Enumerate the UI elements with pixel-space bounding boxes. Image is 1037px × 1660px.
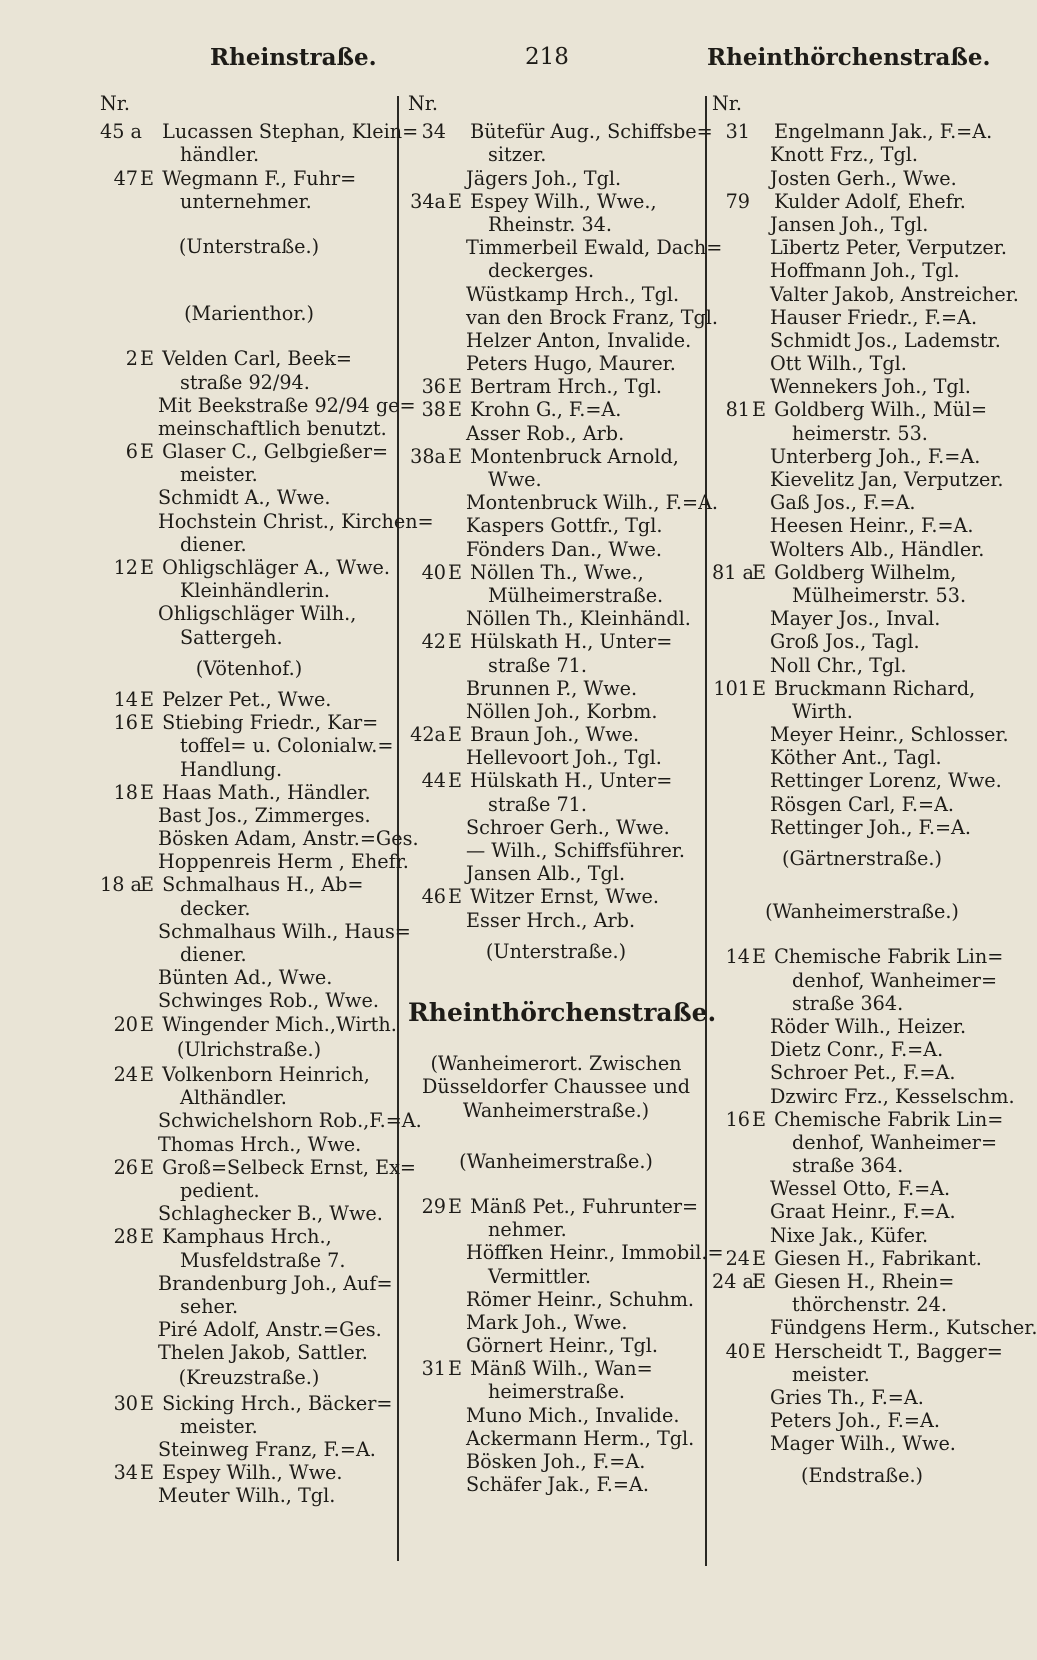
resident-entry: Schäfer Jak., F.=A. — [466, 1473, 649, 1497]
owner-mark: E — [751, 676, 766, 700]
resident-entry: Mayer Jos., Inval. — [770, 607, 941, 631]
owner-mark: E — [139, 780, 154, 804]
house-number: 36 — [421, 375, 446, 399]
entry-text: Goldberg Wilhelm, — [774, 560, 957, 584]
cross-street-label: (Gärtnerstraße.) — [782, 847, 942, 870]
house-number: 18 — [113, 780, 138, 804]
entry-text: Bütefür Aug., Schiffsbe= — [470, 120, 713, 144]
cross-street-label: (Vötenhof.) — [195, 656, 303, 680]
resident-entry: Höffken Heinr., Immobil.= — [466, 1241, 724, 1265]
directory-entry — [100, 556, 398, 579]
directory-entry — [408, 190, 704, 213]
resident-entry: Wessel Otto, F.=A. — [770, 1177, 951, 1201]
entry-continuation: straße 364. — [792, 991, 904, 1015]
entry-text: Hülskath H., Unter= — [470, 769, 673, 793]
directory-entry — [712, 1270, 1012, 1293]
owner-mark: E — [751, 1270, 766, 1294]
resident-entry: Bast Jos., Zimmerges. — [158, 803, 371, 827]
directory-entry — [100, 120, 419, 144]
resident-entry: van den Brock Franz, Tgl. — [466, 305, 719, 329]
entry-text: Stiebing Friedr., Kar= — [162, 711, 379, 735]
entry-text: Krohn G., F.=A. — [470, 398, 622, 422]
description-line: (Wanheimerort. Zwischen — [430, 1052, 682, 1076]
house-number: 47 — [113, 166, 138, 190]
resident-entry: Köther Ant., Tagl. — [770, 746, 942, 770]
owner-mark: E — [447, 630, 462, 654]
house-number: 31 — [725, 120, 750, 144]
house-number: 6 — [125, 440, 138, 464]
entry-continuation: seher. — [180, 1294, 239, 1318]
house-number: 81 — [725, 398, 750, 422]
directory-entry — [408, 375, 704, 398]
entry-continuation: nehmer. — [488, 1218, 567, 1242]
resident-entry: Bünten Ad., Wwe. — [158, 966, 333, 990]
directory-entry — [712, 561, 1012, 584]
resident-entry: Thelen Jakob, Sattler. — [158, 1341, 368, 1365]
house-number: 28 — [113, 1225, 138, 1249]
directory-entry — [712, 398, 1012, 421]
directory-entry — [712, 190, 1012, 213]
resident-entry: Ott Wilh., Tgl. — [770, 352, 907, 376]
directory-entry — [712, 120, 1012, 143]
house-number: 24 a — [712, 1270, 754, 1294]
house-number: 34 — [113, 1461, 138, 1485]
house-number: 45 a — [100, 120, 142, 144]
entry-continuation: thörchenstr. 24. — [792, 1293, 947, 1317]
house-number: 26 — [113, 1155, 138, 1179]
house-number: 24 — [725, 1246, 750, 1270]
resident-entry: Graat Heinr., F.=A. — [770, 1200, 956, 1224]
house-number: 40 — [725, 1339, 750, 1363]
directory-entry — [100, 1063, 398, 1086]
entry-continuation: Handlung. — [180, 757, 283, 781]
owner-mark: E — [139, 711, 154, 735]
entry-text: Glaser C., Gelbgießer= — [162, 440, 389, 464]
owner-mark: E — [447, 1194, 462, 1218]
resident-entry: Timmerbeil Ewald, Dach= — [466, 236, 723, 260]
owner-mark: E — [139, 166, 154, 190]
house-number: 16 — [113, 711, 138, 735]
owner-mark: E — [447, 769, 462, 793]
house-number: 16 — [725, 1107, 750, 1131]
house-number: 40 — [421, 560, 446, 584]
entry-text: Schmalhaus H., Ab= — [162, 873, 364, 897]
resident-entry: Hauser Friedr., F.=A. — [770, 305, 978, 329]
entry-text: Sicking Hrch., Bäcker= — [162, 1391, 393, 1415]
resident-entry: Görnert Heinr., Tgl. — [466, 1334, 659, 1358]
owner-mark: E — [447, 1357, 462, 1381]
directory-entry — [100, 1461, 398, 1484]
entry-continuation: straße 92/94. — [180, 370, 310, 394]
entry-continuation: toffel= u. Colonialw.= — [180, 734, 394, 758]
column-heading: Nr. — [100, 92, 130, 115]
house-number: 79 — [725, 189, 750, 213]
cross-street-label: (Endstraße.) — [800, 1463, 924, 1487]
entry-continuation: Althändler. — [180, 1086, 287, 1110]
entry-text: Kulder Adolf, Ehefr. — [774, 189, 966, 213]
entry-continuation: sitzer. — [488, 143, 547, 167]
owner-mark: E — [751, 560, 766, 584]
resident-entry: Wolters Alb., Händler. — [770, 537, 985, 561]
resident-entry: Brandenburg Joh., Auf= — [158, 1271, 393, 1295]
directory-entry — [408, 769, 704, 792]
resident-entry: Thomas Hrch., Wwe. — [158, 1132, 362, 1156]
entry-continuation: meister. — [792, 1362, 870, 1386]
street-title: Rheinthörchenstraße. — [408, 997, 717, 1027]
directory-entry — [408, 723, 704, 746]
cross-street-label: (Wanheimerstraße.) — [459, 1149, 653, 1173]
resident-entry: Helzer Anton, Invalide. — [466, 328, 692, 352]
resident-entry: Esser Hrch., Arb. — [466, 908, 636, 932]
owner-mark: E — [139, 1391, 154, 1415]
house-number: 38a — [410, 444, 446, 468]
entry-continuation: händler. — [180, 143, 260, 167]
owner-mark: E — [447, 398, 462, 422]
house-number: 46 — [421, 885, 446, 909]
description-line: Düsseldorfer Chaussee und — [422, 1075, 690, 1099]
resident-entry: Mark Joh., Wwe. — [466, 1310, 628, 1334]
resident-entry: Hochstein Christ., Kirchen= — [158, 509, 434, 533]
directory-entry — [408, 1195, 704, 1218]
resident-entry: Dzwirc Frz., Kesselschm. — [770, 1084, 1015, 1108]
house-number: 42a — [410, 723, 446, 747]
directory-entry — [712, 945, 1012, 968]
owner-mark: E — [751, 1107, 766, 1131]
resident-entry: Schwinges Rob., Wwe. — [158, 989, 379, 1013]
resident-entry: Hoffmann Joh., Tgl. — [770, 259, 960, 283]
house-number: 101 — [713, 676, 750, 700]
resident-entry: — Wilh., Schiffsführer. — [466, 839, 685, 862]
resident-entry: Schwichelshorn Rob.,F.=A. — [158, 1109, 422, 1133]
resident-entry: Nöllen Th., Kleinhändl. — [466, 607, 691, 631]
directory-entry — [100, 347, 398, 370]
resident-entry: Wüstkamp Hrch., Tgl. — [466, 282, 680, 306]
house-number: 12 — [113, 556, 138, 580]
entry-continuation: Mülheimerstr. 53. — [792, 583, 967, 607]
resident-entry: Nöllen Joh., Korbm. — [466, 699, 658, 723]
owner-mark: E — [447, 885, 462, 909]
owner-mark: E — [447, 723, 462, 747]
house-number: 34 — [421, 120, 446, 144]
cross-street-label: (Wanheimerstraße.) — [765, 900, 959, 924]
directory-entry — [100, 873, 398, 896]
entry-text: Chemische Fabrik Lin= — [774, 1107, 1004, 1131]
entry-text: Bruckmann Richard, — [774, 676, 976, 700]
resident-entry: Valter Jakob, Anstreicher. — [770, 282, 1019, 306]
directory-entry — [408, 630, 704, 653]
resident-entry: Wennekers Joh., Tgl. — [770, 375, 971, 399]
resident-entry: Muno Mich., Invalide. — [466, 1403, 680, 1427]
resident-entry: Heesen Heinr., F.=A. — [770, 514, 974, 538]
resident-entry: Hellevoort Joh., Tgl. — [466, 746, 662, 770]
house-number: 14 — [113, 687, 138, 711]
resident-entry: Dietz Conr., F.=A. — [770, 1038, 944, 1062]
owner-mark: E — [447, 444, 462, 468]
owner-mark: E — [751, 1339, 766, 1363]
resident-entry: Peters Hugo, Maurer. — [466, 352, 676, 376]
entry-text: Velden Carl, Beek= — [162, 347, 352, 371]
resident-entry: Josten Gerh., Wwe. — [770, 166, 957, 190]
running-head-right: Rheinthörchenstraße. — [707, 44, 991, 71]
entry-text: Montenbruck Arnold, — [470, 444, 679, 468]
resident-entry: Schlaghecker B., Wwe. — [158, 1202, 383, 1226]
entry-text: Chemische Fabrik Lin= — [774, 945, 1004, 969]
cross-street-label: (Unterstraße.) — [178, 234, 320, 258]
resident-entry: Jansen Alb., Tgl. — [466, 862, 626, 886]
entry-text: Groß=Selbeck Ernst, Ex= — [162, 1155, 416, 1179]
resident-entry: Unterberg Joh., F.=A. — [770, 444, 981, 468]
entry-text: Kamphaus Hrch., — [162, 1225, 332, 1249]
owner-mark: E — [139, 687, 154, 711]
entry-text: Engelmann Jak., F.=A. — [774, 120, 993, 144]
entry-text: Mänß Pet., Fuhrunter= — [470, 1194, 699, 1218]
owner-mark: E — [751, 1246, 766, 1270]
entry-continuation: straße 71. — [488, 792, 587, 816]
directory-entry — [408, 120, 713, 144]
entry-continuation: decker. — [180, 896, 251, 920]
entry-text: Herscheidt T., Bagger= — [774, 1339, 1003, 1363]
note-line: Mit Beekstraße 92/94 ge= — [158, 393, 416, 417]
running-head-left: Rheinstraße. — [210, 44, 377, 71]
house-number: 44 — [421, 769, 446, 793]
resident-entry: Piré Adolf, Anstr.=Ges. — [158, 1318, 382, 1342]
resident-entry: Mager Wilh., Wwe. — [770, 1432, 956, 1456]
resident-entry: Römer Heinr., Schuhm. — [466, 1287, 695, 1311]
owner-mark: E — [139, 1225, 154, 1249]
owner-mark: E — [447, 560, 462, 584]
directory-entry — [100, 688, 398, 711]
house-number: 81 a — [712, 560, 754, 584]
resident-entry: Schmidt Jos., Lademstr. — [770, 328, 1001, 352]
column-heading: Nr. — [408, 92, 438, 115]
directory-entry — [100, 711, 398, 734]
house-number: 30 — [113, 1391, 138, 1415]
column-3 — [712, 92, 1037, 1495]
entry-text: Hülskath H., Unter= — [470, 630, 673, 654]
directory-entry — [712, 1340, 1012, 1363]
entry-continuation: Mülheimerstraße. — [488, 583, 664, 607]
resident-entry: Gaß Jos., F.=A. — [770, 491, 916, 515]
entry-continuation: diener. — [180, 943, 247, 967]
cross-street-label: (Kreuzstraße.) — [178, 1366, 320, 1390]
resident-entry: Ackermann Herm., Tgl. — [466, 1426, 695, 1450]
resident-entry: Rettinger Joh., F.=A. — [770, 815, 971, 839]
resident-entry: Brunnen P., Wwe. — [466, 676, 638, 700]
resident-entry: Nixe Jak., Küfer. — [770, 1223, 929, 1247]
resident-entry: Jägers Joh., Tgl. — [466, 166, 622, 190]
house-number: 18 a — [100, 873, 142, 897]
directory-entry — [100, 1392, 398, 1415]
street-description — [408, 1046, 704, 1128]
entry-text: Mänß Wilh., Wan= — [470, 1357, 653, 1381]
house-number: 34a — [410, 189, 446, 213]
resident-entry: Rettinger Lorenz, Wwe. — [770, 769, 1002, 793]
entry-continuation: Rheinstr. 34. — [488, 212, 612, 236]
entry-continuation: straße 71. — [488, 653, 587, 677]
resident-entry: Jansen Joh., Tgl. — [770, 212, 929, 236]
directory-entry — [408, 561, 704, 584]
directory-entry — [408, 885, 704, 908]
resident-entry: Röder Wilh., Heizer. — [770, 1014, 967, 1038]
entry-continuation: denhof, Wanheimer= — [792, 1130, 998, 1154]
resident-entry: Bösken Adam, Anstr.=Ges. — [158, 827, 419, 851]
resident-entry: Kaspers Gottfr., Tgl. — [466, 514, 663, 538]
resident-entry: Peters Joh., F.=A. — [770, 1409, 940, 1433]
directory-entry — [408, 398, 704, 421]
entry-continuation: meister. — [180, 1414, 258, 1438]
resident-entry: Ohligschläger Wilh., — [158, 602, 357, 626]
resident-entry: Schmidt A., Wwe. — [158, 486, 331, 510]
resident-entry: Meyer Heinr., Schlosser. — [770, 723, 1009, 747]
entry-continuation: Vermittler. — [488, 1264, 592, 1288]
directory-entry — [100, 781, 398, 804]
owner-mark: E — [447, 189, 462, 213]
entry-continuation: Musfeldstraße 7. — [180, 1248, 346, 1272]
owner-mark: E — [139, 440, 154, 464]
resident-entry: Asser Rob., Arb. — [466, 421, 625, 445]
owner-mark: E — [139, 873, 154, 897]
house-number: 42 — [421, 630, 446, 654]
entry-text: Pelzer Pet., Wwe. — [162, 687, 332, 711]
house-number: 24 — [113, 1063, 138, 1086]
resident-entry: Noll Chr., Tgl. — [770, 653, 907, 677]
owner-mark: E — [751, 945, 766, 969]
cross-street-label: (Unterstraße.) — [485, 939, 627, 963]
resident-entry: Lībertz Peter, Verputzer. — [770, 236, 1007, 260]
owner-mark: E — [447, 375, 462, 399]
entry-text: Espey Wilh., Wwe. — [162, 1461, 343, 1485]
entry-text: Haas Math., Händler. — [162, 780, 371, 804]
house-number: 31 — [421, 1357, 446, 1381]
entry-continuation: unternehmer. — [180, 189, 312, 213]
house-number: 29 — [421, 1194, 446, 1218]
resident-entry: Fündgens Herm., Kutscher. — [770, 1316, 1037, 1340]
owner-mark: E — [751, 398, 766, 422]
entry-continuation: diener. — [180, 532, 247, 556]
house-number: 14 — [725, 945, 750, 969]
resident-entry: Schroer Pet., F.=A. — [770, 1061, 956, 1085]
note-line: meinschaftlich benutzt. — [158, 416, 387, 440]
directory-entry — [100, 440, 398, 463]
entry-continuation: denhof, Wanheimer= — [792, 968, 998, 992]
cross-street-label: (Ulrichstraße.) — [176, 1037, 322, 1061]
entry-continuation: straße 364. — [792, 1154, 904, 1178]
owner-mark: E — [139, 1461, 154, 1485]
entry-text: Giesen H., Fabrikant. — [774, 1246, 982, 1270]
resident-entry: Rösgen Carl, F.=A. — [770, 792, 955, 816]
entry-text: Wegmann F., Fuhr= — [162, 166, 357, 190]
entry-continuation: Sattergeh. — [180, 625, 283, 649]
resident-entry: Kievelitz Jan, Verputzer. — [770, 468, 1004, 491]
entry-text: Lucassen Stephan, Klein= — [162, 120, 419, 144]
entry-continuation: deckerges. — [488, 259, 595, 283]
house-number: 2 — [125, 347, 138, 371]
resident-entry: Bösken Joh., F.=A. — [466, 1450, 646, 1474]
directory-entry — [712, 1108, 1012, 1131]
entry-text: Witzer Ernst, Wwe. — [470, 885, 659, 909]
cross-street-label: (Marienthor.) — [184, 302, 314, 326]
directory-entry — [100, 167, 398, 190]
owner-mark: E — [139, 1155, 154, 1179]
directory-entry — [100, 1013, 398, 1036]
directory-entry — [408, 445, 704, 468]
entry-text: Giesen H., Rhein= — [774, 1270, 955, 1294]
entry-continuation: heimerstraße. — [488, 1380, 626, 1404]
entry-text: Volkenborn Heinrich, — [162, 1063, 370, 1086]
resident-entry: Groß Jos., Tagl. — [770, 630, 920, 654]
entry-text: Bertram Hrch., Tgl. — [470, 375, 662, 399]
entry-continuation: pedient. — [180, 1178, 260, 1202]
house-number: 20 — [113, 1012, 138, 1036]
entry-text: Ohligschläger A., Wwe. — [162, 556, 390, 580]
entry-text: Goldberg Wilh., Mül= — [774, 398, 988, 422]
entry-continuation: heimerstr. 53. — [792, 421, 928, 445]
resident-entry: Hoppenreis Herm , Ehefr. — [158, 850, 409, 874]
directory-entry — [712, 677, 1012, 700]
column-heading: Nr. — [712, 92, 742, 115]
entry-text: Braun Joh., Wwe. — [470, 723, 640, 747]
entry-continuation: Kleinhändlerin. — [180, 579, 331, 603]
entry-continuation: Wirth. — [792, 699, 853, 723]
page-number: 218 — [525, 44, 569, 70]
resident-entry: Montenbruck Wilh., F.=A. — [466, 491, 719, 515]
entry-text: Nöllen Th., Wwe., — [470, 560, 644, 584]
resident-entry: Schroer Gerh., Wwe. — [466, 815, 670, 839]
resident-entry: Knott Frz., Tgl. — [770, 143, 918, 167]
column-2 — [408, 92, 724, 1497]
house-number: 38 — [421, 398, 446, 422]
entry-text: Espey Wilh., Wwe., — [470, 189, 657, 213]
resident-entry: Meuter Wilh., Tgl. — [158, 1484, 336, 1508]
directory-entry — [712, 1247, 1012, 1270]
directory-entry — [100, 1155, 416, 1179]
owner-mark: E — [139, 1012, 154, 1036]
resident-entry: Schmalhaus Wilh., Haus= — [158, 919, 411, 943]
owner-mark: E — [139, 347, 154, 371]
owner-mark: E — [139, 1063, 154, 1086]
entry-continuation: meister. — [180, 463, 258, 487]
resident-entry: Fönders Dan., Wwe. — [466, 537, 663, 561]
description-line: Wanheimerstraße.) — [462, 1098, 650, 1122]
entry-continuation: Wwe. — [488, 468, 542, 491]
entry-text: Wingender Mich.,Wirth. — [162, 1012, 397, 1036]
resident-entry: Gries Th., F.=A. — [770, 1385, 924, 1409]
resident-entry: Steinweg Franz, F.=A. — [158, 1438, 376, 1462]
directory-entry — [408, 1357, 704, 1380]
owner-mark: E — [139, 556, 154, 580]
directory-entry — [100, 1225, 398, 1248]
